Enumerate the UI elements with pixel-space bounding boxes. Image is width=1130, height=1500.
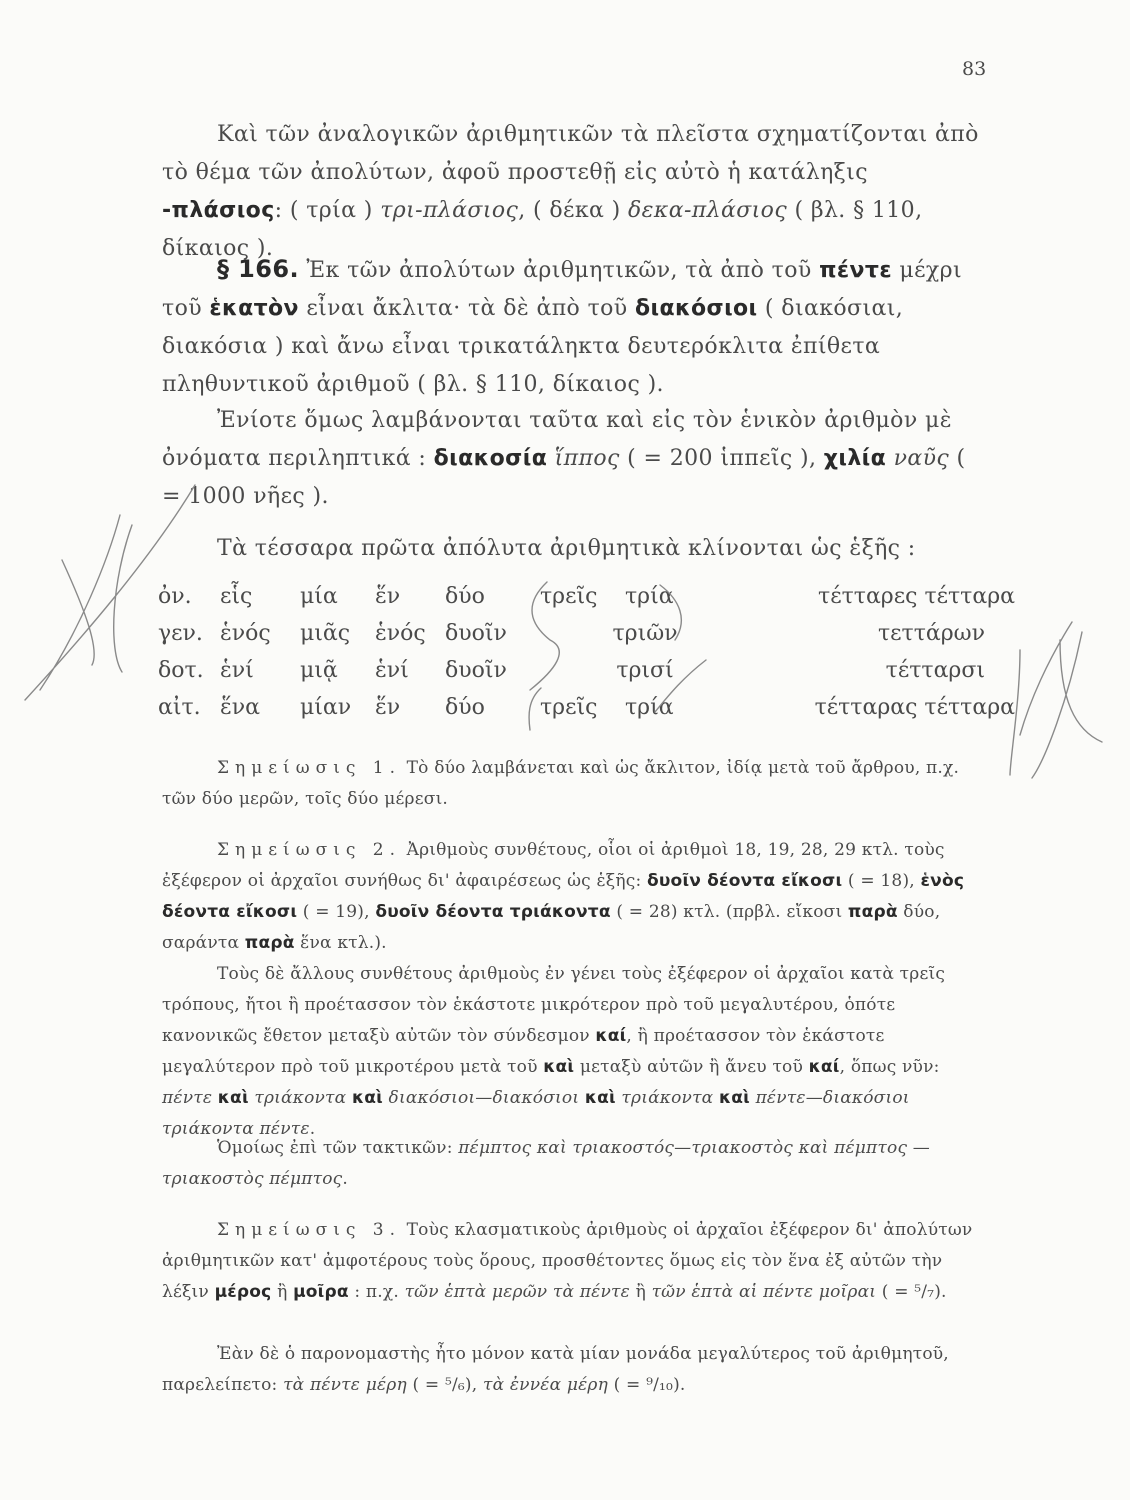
table-cell: ἑνί bbox=[375, 658, 409, 683]
table-row bbox=[158, 578, 1015, 615]
text bbox=[886, 446, 893, 471]
text: ( διακόσιαι, διακόσια ) καὶ ἄνω εἶναι τρικατάληκτα δευτερόκλιτα ἐπίθετα πληθυντικοῦ ἀριθμοῦ ( βλ. § 110, δίκαιος ). bbox=[162, 296, 904, 397]
table-cell: τεττάρων bbox=[877, 621, 985, 646]
note-label: Σημείωσις 1. bbox=[217, 758, 402, 778]
bold-term: καὶ bbox=[217, 1088, 249, 1108]
text: , ὅπως νῦν: bbox=[839, 1057, 940, 1077]
table-cell: δύο bbox=[445, 695, 485, 720]
table-cell: ἑνός bbox=[375, 621, 426, 646]
text: ( = 1000 νῆες ). bbox=[162, 446, 966, 509]
text: Τοὺς κλασματικοὺς ἀριθμοὺς οἱ ἀρχαῖοι ἐξέφερον δι' ἀπολύτων ἀριθμητικῶν κατ' ἀμφοτέρους τοὺς ὅρους, προσθέτοντες ὅμως εἰς τὸν ἕνα ἐξ αὐτῶν τὴν λέξιν bbox=[162, 1220, 973, 1302]
table-cell: τρεῖς bbox=[540, 584, 598, 609]
section-166 bbox=[162, 250, 982, 404]
italic-example: τρι-πλάσιος bbox=[380, 198, 519, 223]
text: μεταξὺ αὐτῶν ἢ ἄνευ τοῦ bbox=[574, 1057, 809, 1077]
paragraph-denominator bbox=[162, 1339, 982, 1401]
table-cell: τρεῖς bbox=[540, 695, 598, 720]
case-label: αἰτ. bbox=[158, 695, 201, 720]
bold-term: ἑνὸς δέοντα εἴκοσι bbox=[162, 871, 965, 922]
declension-table bbox=[158, 578, 1015, 726]
table-cell: μίαν bbox=[300, 695, 352, 720]
bold-term: παρὰ bbox=[847, 902, 898, 922]
text: ( = ⁵/₆), bbox=[406, 1375, 483, 1395]
text: Καὶ τῶν ἀναλογικῶν ἀριθμητικῶν τὰ πλεῖστα σχηματίζονται ἀπὸ τὸ θέμα τῶν ἀπολύτων, ἀφοῦ προστεθῇ εἰς αὐτὸ ἡ κατάληξις bbox=[162, 122, 979, 185]
table-row bbox=[158, 615, 1015, 652]
table-cell: ἕνα bbox=[220, 695, 261, 720]
text: : π.χ. bbox=[348, 1282, 405, 1302]
text: Ἐὰν δὲ ὁ παρονομαστὴς ἦτο μόνον κατὰ μίαν μονάδα μεγαλύτερος τοῦ ἀριθμητοῦ, παρελείπετο: bbox=[162, 1344, 949, 1395]
table-cell: τρία bbox=[625, 584, 674, 609]
paragraph-ordinals bbox=[162, 1133, 982, 1195]
case-label: δοτ. bbox=[158, 658, 204, 683]
italic-example: τὰ ἐννέα μέρη bbox=[482, 1375, 609, 1395]
text: Τοὺς δὲ ἄλλους συνθέτους ἀριθμοὺς ἐν γένει τοὺς ἐξέφερον οἱ ἀρχαῖοι κατὰ τρεῖς τρόπους, ἤτοι ἢ προέτασσον τὸν ἑκάστοτε μικρότερον πρὸ τοῦ μεγαλυτέρου, ὁπότε κανονικῶς ἔθετον μεταξὺ αὐτῶν τὸν σύνδεσμον bbox=[162, 964, 946, 1046]
table-cell: τριῶν bbox=[612, 621, 678, 646]
text: Τὸ δύο λαμβάνεται καὶ ὡς ἄκλιτον, ἰδίᾳ μετὰ τοῦ ἄρθρου, π.χ. τῶν δύο μερῶν, τοῖς δύο μέρεσι. bbox=[162, 758, 960, 809]
bold-term: μοῖρα bbox=[293, 1282, 349, 1302]
text: . bbox=[309, 1119, 316, 1139]
text: . bbox=[342, 1169, 348, 1189]
text: ἕνα κτλ.). bbox=[294, 933, 387, 953]
italic-example: τριάκοντα bbox=[254, 1088, 347, 1108]
note-1 bbox=[162, 753, 982, 815]
bold-term: δυοῖν δέοντα εἴκοσι bbox=[647, 871, 843, 891]
bold-term: διακόσιοι bbox=[634, 296, 758, 321]
note-label: Σημείωσις 3. bbox=[217, 1220, 402, 1240]
bold-term: καί bbox=[595, 1026, 627, 1046]
text: , ἢ προέτασσον τὸν ἑκάστοτε μεγαλύτερον πρὸ τοῦ μικροτέρου μετὰ τοῦ bbox=[162, 1026, 885, 1077]
table-cell: ἑνός bbox=[220, 621, 271, 646]
table-row bbox=[158, 652, 1015, 689]
table-row bbox=[158, 689, 1015, 726]
italic-example: διακόσιοι—διακόσιοι bbox=[388, 1088, 580, 1108]
note-2-continued bbox=[162, 959, 982, 1145]
bold-term: καὶ bbox=[718, 1088, 750, 1108]
text: ( = 18), bbox=[842, 871, 921, 891]
text bbox=[547, 446, 554, 471]
table-cell: ἑνί bbox=[220, 658, 254, 683]
table-cell: εἷς bbox=[220, 584, 253, 609]
text: ( = 200 ἱππεῖς ), bbox=[619, 446, 824, 471]
bold-term: δυοῖν δέοντα τριάκοντα bbox=[375, 902, 611, 922]
text: Ὁμοίως ἐπὶ τῶν τακτικῶν: bbox=[217, 1138, 459, 1158]
table-cell: τρία bbox=[625, 695, 674, 720]
table-cell: μιᾷ bbox=[300, 658, 338, 683]
text: ( = 19), bbox=[297, 902, 376, 922]
italic-example: δεκα-πλάσιος bbox=[628, 198, 788, 223]
table-cell: τέτταρες τέτταρα bbox=[818, 584, 1015, 609]
italic-example: πέντε—διακόσιοι τριάκοντα πέντε bbox=[162, 1088, 910, 1139]
bold-term: καὶ bbox=[543, 1057, 575, 1077]
bold-term: διακοσία bbox=[433, 446, 548, 471]
italic-example: τὰ πέντε μέρη bbox=[283, 1375, 407, 1395]
italic-example: τῶν ἑπτὰ μερῶν τὰ πέντε bbox=[404, 1282, 630, 1302]
text: εἶναι ἄκλιτα· τὰ δὲ ἀπὸ τοῦ bbox=[298, 296, 635, 321]
text: μέχρι τοῦ bbox=[162, 258, 962, 321]
text: ( βλ. § 110, δίκαιος ). bbox=[162, 198, 923, 261]
table-cell: δυοῖν bbox=[445, 621, 507, 646]
italic-example: ναῦς bbox=[893, 446, 950, 471]
text: ( = ⁹/₁₀). bbox=[608, 1375, 686, 1395]
bold-term: παρὰ bbox=[244, 933, 295, 953]
table-cell: ἕν bbox=[375, 584, 401, 609]
bold-term: καί bbox=[808, 1057, 840, 1077]
italic-example: ἵππος bbox=[554, 446, 620, 471]
text: Ἀριθμοὺς συνθέτους, οἷοι οἱ ἀριθμοὶ 18, 19, 28, 29 κτλ. τοὺς ἐξέφερον οἱ ἀρχαῖοι συνήθως δι' ἀφαιρέσεως ὡς ἑξῆς: bbox=[162, 840, 945, 891]
table-cell: ἕν bbox=[375, 695, 401, 720]
text: ( = ⁵/₇). bbox=[876, 1282, 947, 1302]
text: δύο, σαράντα bbox=[162, 902, 941, 953]
bold-term: χιλία bbox=[823, 446, 887, 471]
text: ἢ bbox=[271, 1282, 294, 1302]
case-label: ὀν. bbox=[158, 584, 192, 609]
note-2 bbox=[162, 835, 982, 959]
paragraph-analogical-numerals bbox=[162, 116, 982, 268]
page-number: 83 bbox=[962, 58, 987, 80]
note-label: Σημείωσις 2. bbox=[217, 840, 402, 860]
section-number: § 166. bbox=[217, 255, 299, 283]
table-cell: τέτταρσι bbox=[885, 658, 985, 683]
bold-term: καὶ bbox=[351, 1088, 383, 1108]
italic-example: τριάκοντα bbox=[621, 1088, 714, 1108]
right-margin-pencil-stroke bbox=[1010, 622, 1102, 778]
bold-term: -πλάσιος bbox=[162, 198, 275, 223]
bold-term: πέντε bbox=[819, 258, 892, 283]
paragraph-declension-intro: Τὰ τέσσαρα πρῶτα ἀπόλυτα ἀριθμητικὰ κλίνονται ὡς ἑξῆς : bbox=[217, 536, 916, 561]
paragraph-collective bbox=[162, 402, 982, 516]
text: ( = 28) κτλ. (πρβλ. εἴκοσι bbox=[610, 902, 848, 922]
table-cell: δύο bbox=[445, 584, 485, 609]
text: ἢ bbox=[629, 1282, 652, 1302]
bold-term: καὶ bbox=[584, 1088, 616, 1108]
text: : ( τρία ) bbox=[274, 198, 381, 223]
bold-term: μέρος bbox=[214, 1282, 272, 1302]
table-cell: τρισί bbox=[616, 658, 674, 683]
italic-example: τῶν ἑπτὰ αἱ πέντε μοῖραι bbox=[651, 1282, 877, 1302]
text: Ἐνίοτε ὅμως λαμβάνονται ταῦτα καὶ εἰς τὸν ἑνικὸν ἀριθμὸν μὲ ὀνόματα περιληπτικά : bbox=[162, 408, 952, 471]
table-cell: τέτταρας τέτταρα bbox=[814, 695, 1015, 720]
table-cell: μιᾶς bbox=[300, 621, 351, 646]
table-cell: μία bbox=[300, 584, 338, 609]
italic-example: πέμπτος καὶ τριακοστός—τριακοστὸς καὶ πέμπτος —τριακοστὸς πέμπτος bbox=[162, 1138, 930, 1189]
bold-term: ἑκατὸν bbox=[209, 296, 299, 321]
text: Ἐκ τῶν ἀπολύτων ἀριθμητικῶν, τὰ ἀπὸ τοῦ bbox=[298, 258, 820, 283]
case-label: γεν. bbox=[158, 621, 203, 646]
table-cell: δυοῖν bbox=[445, 658, 507, 683]
note-3 bbox=[162, 1215, 982, 1308]
text: , ( δέκα ) bbox=[518, 198, 629, 223]
italic-example: πέντε bbox=[162, 1088, 213, 1108]
